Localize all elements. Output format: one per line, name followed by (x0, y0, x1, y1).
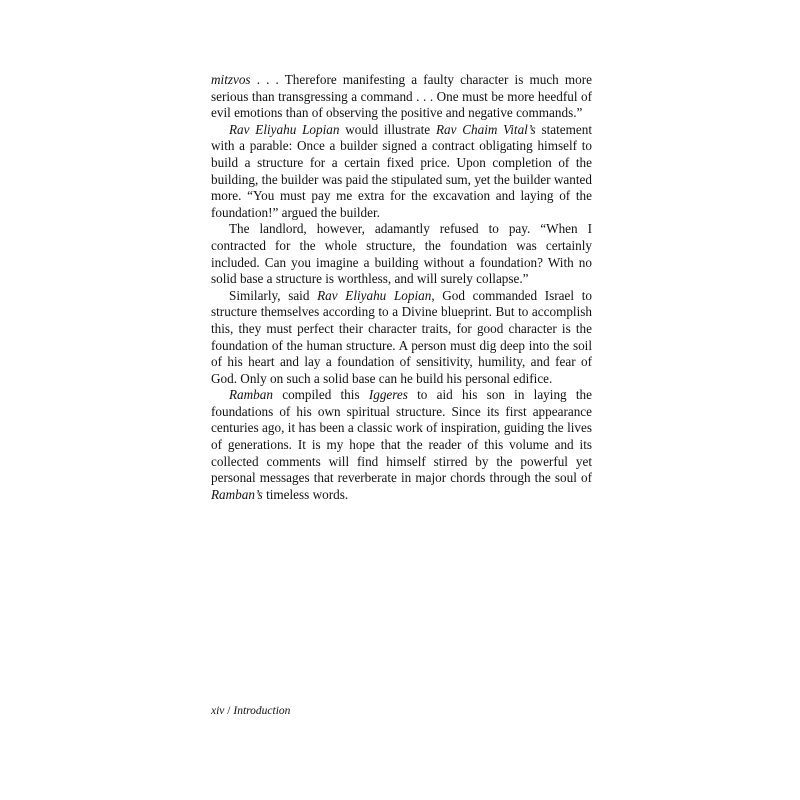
paragraph (211, 122, 592, 222)
paragraph (211, 72, 592, 122)
text-run: . . . Therefore manifesting a faulty character is much more serious than transgressing a command . . . One must be more heedful of evil emotions than of observing the positive and negative commands.” (211, 72, 592, 121)
paragraph (211, 221, 592, 287)
paragraph (211, 387, 592, 503)
text-run: , God commanded Israel to structure themselves according to a Divine blueprint. But to accomplish this, they must perfect their character traits, for good character is the foundation of the human structure. A person must dig deep into the soil of his heart and lay a foundation of sensitivity, humility, and fear of God. Only on such a solid base can he build his personal edifice. (211, 287, 592, 386)
text-run: Similarly, said (229, 287, 318, 303)
italic-run: Ramban (229, 387, 273, 403)
italic-run: Rav Eliyahu Lopian (317, 287, 432, 303)
text-run: to aid his son in laying the foundations of his own spiritual structure. Since its first appearance centuries ago, it has been a classic work of inspiration, guiding the lives of generations. It is my hope that the reader of this volume and its collected comments will find himself stirred by the powerful yet personal messages that reverberate in major chords through the soul of (211, 387, 592, 486)
body-text-column (211, 72, 592, 503)
text-run: would illustrate (339, 121, 436, 137)
italic-run: Rav Eliyahu Lopian (229, 121, 340, 137)
text-run: The landlord, however, adamantly refused to pay. “When I contracted for the whole structure, the foundation was certainly included. Can you imagine a building without a foundation? With no solid base a structure is worthless, and will surely collapse.” (211, 221, 592, 287)
paragraph (211, 288, 592, 388)
text-run: compiled this (272, 387, 369, 403)
italic-run: mitzvos (211, 72, 251, 87)
italic-run: Rav Chaim Vital’s (435, 121, 536, 137)
italic-run: Ramban’s (211, 486, 263, 502)
footer-section-title: Introduction (233, 705, 291, 717)
page-number: xiv (211, 705, 225, 717)
page-footer (211, 705, 611, 717)
text-run: statement with a parable: Once a builder signed a contract obligating himself to build a structure for a certain fixed price. Upon completion of the building, the builder was paid the stipulated sum, yet the builder wanted more. “You must pay me extra for the excavation and laying of the foundation!” argued the builder. (211, 121, 592, 220)
italic-run: Iggeres (368, 387, 408, 403)
text-run: timeless words. (262, 486, 349, 502)
footer-separator: / (224, 705, 234, 717)
